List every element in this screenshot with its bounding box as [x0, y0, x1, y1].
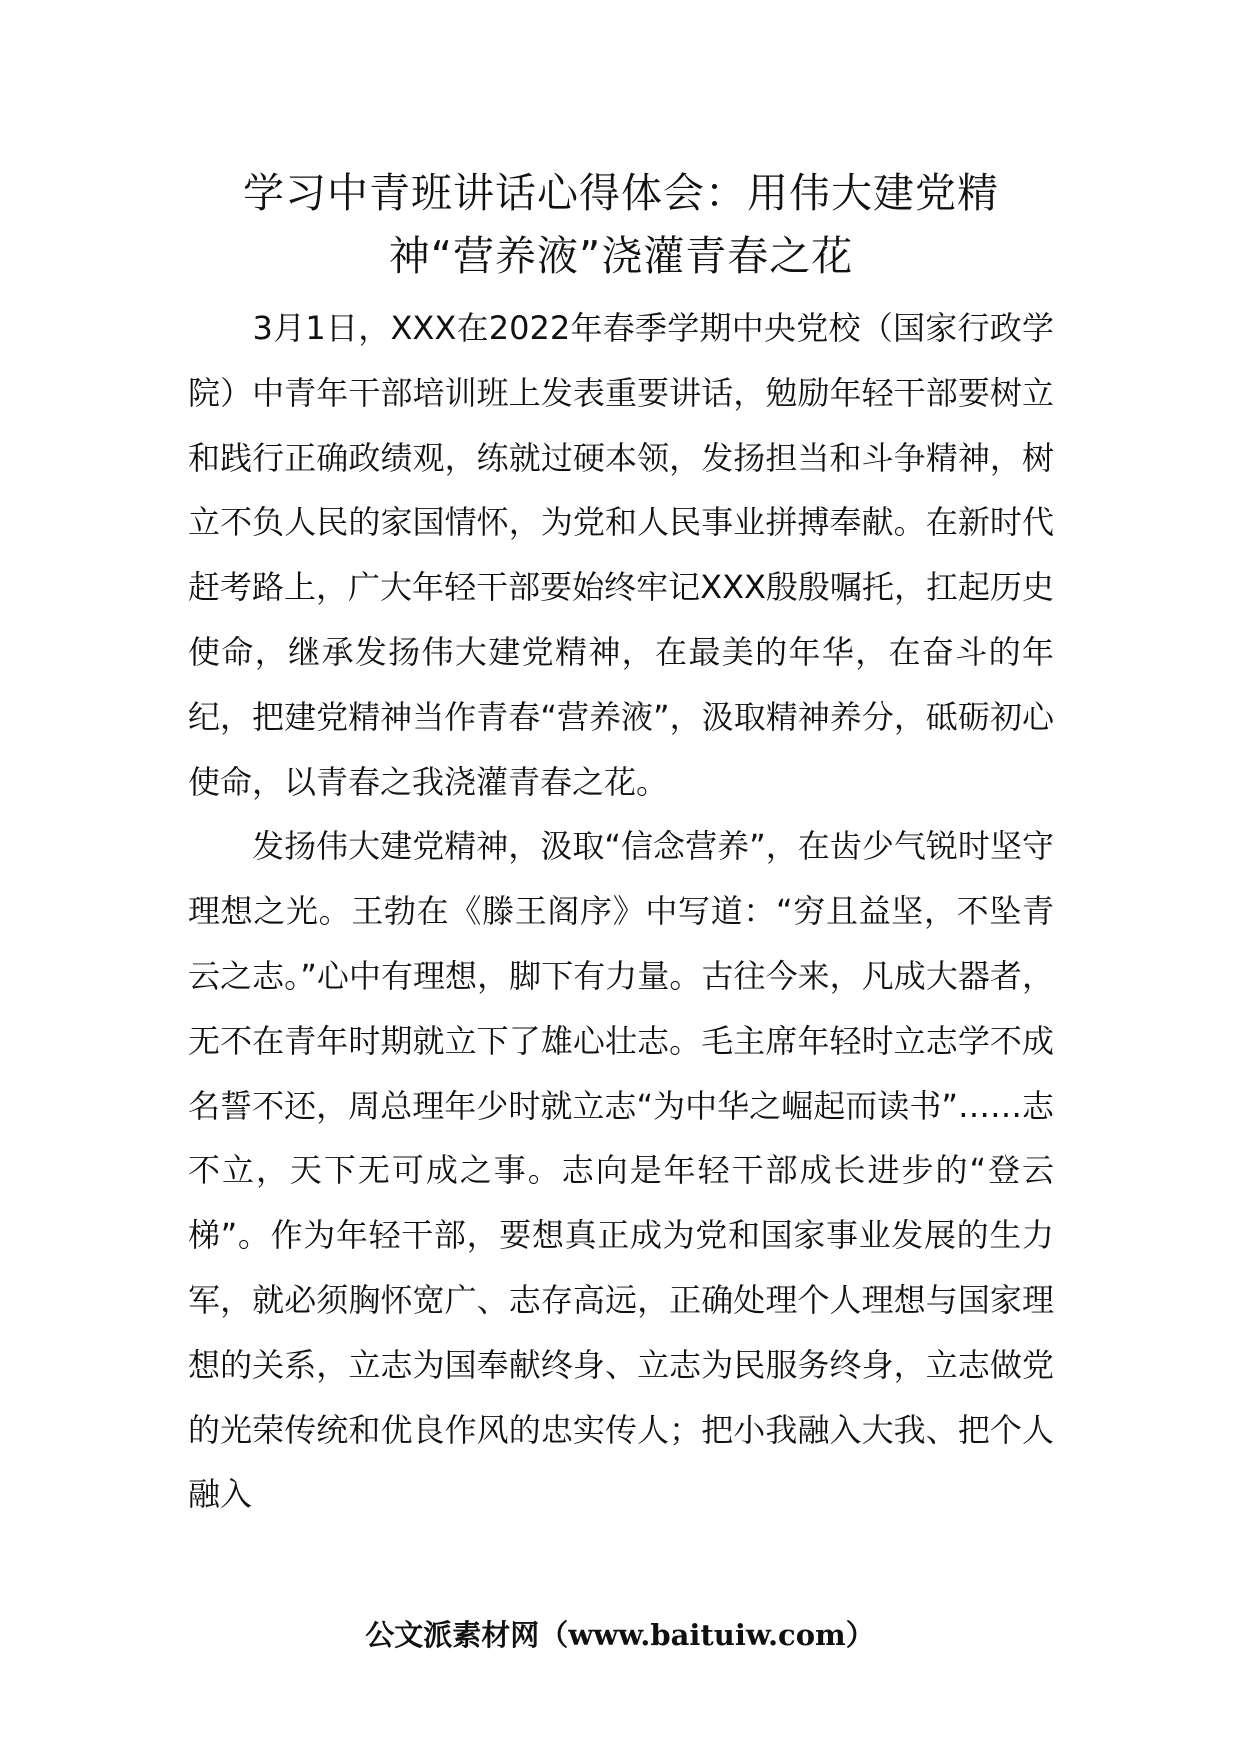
document-title	[188, 162, 1054, 288]
document-body	[188, 296, 1054, 1527]
paragraph-intro: 3月1日，XXX在2022年春季学期中央党校（国家行政学院）中青年干部培训班上发表重要讲话，勉励年轻干部要树立和践行正确政绩观，练就过硬本领，发扬担当和斗争精神，树立不负人民的家国情怀，为党和人民事业拼搏奉献。在新时代赶考路上，广大年轻干部要始终牢记XXX殷殷嘱托，扛起历史使命，继承发扬伟大建党精神，在最美的年华，在奋斗的年纪，把建党精神当作青春“营养液”，汲取精神养分，砥砺初心使命，以青春之我浇灌青春之花。	[188, 309, 1054, 801]
footer-source: 公文派素材网（www.baituiw.com）	[365, 1618, 875, 1652]
title-line-1: 学习中青班讲话心得体会：用伟大建党精	[243, 169, 999, 217]
title-line-2: 神“营养液”浇灌青春之花	[388, 232, 854, 280]
paragraph-belief: 发扬伟大建党精神，汲取“信念营养”，在齿少气锐时坚守理想之光。王勃在《滕王阁序》中写道：“穷且益坚，不坠青云之志。”心中有理想，脚下有力量。古往今来，凡成大器者，无不在青年时期就立下了雄心壮志。毛主席年轻时立志学不成名誓不还，周总理年少时就立志“为中华之崛起而读书”……志不立，天下无可成之事。志向是年轻干部成长进步的“登云梯”。作为年轻干部，要想真正成为党和国家事业发展的生力军，就必须胸怀宽广、志存高远，正确处理个人理想与国家理想的关系，立志为国奉献终身、立志为民服务终身，立志做党的光荣传统和优良作风的忠实传人；把小我融入大我、把个人融入	[188, 827, 1054, 1514]
